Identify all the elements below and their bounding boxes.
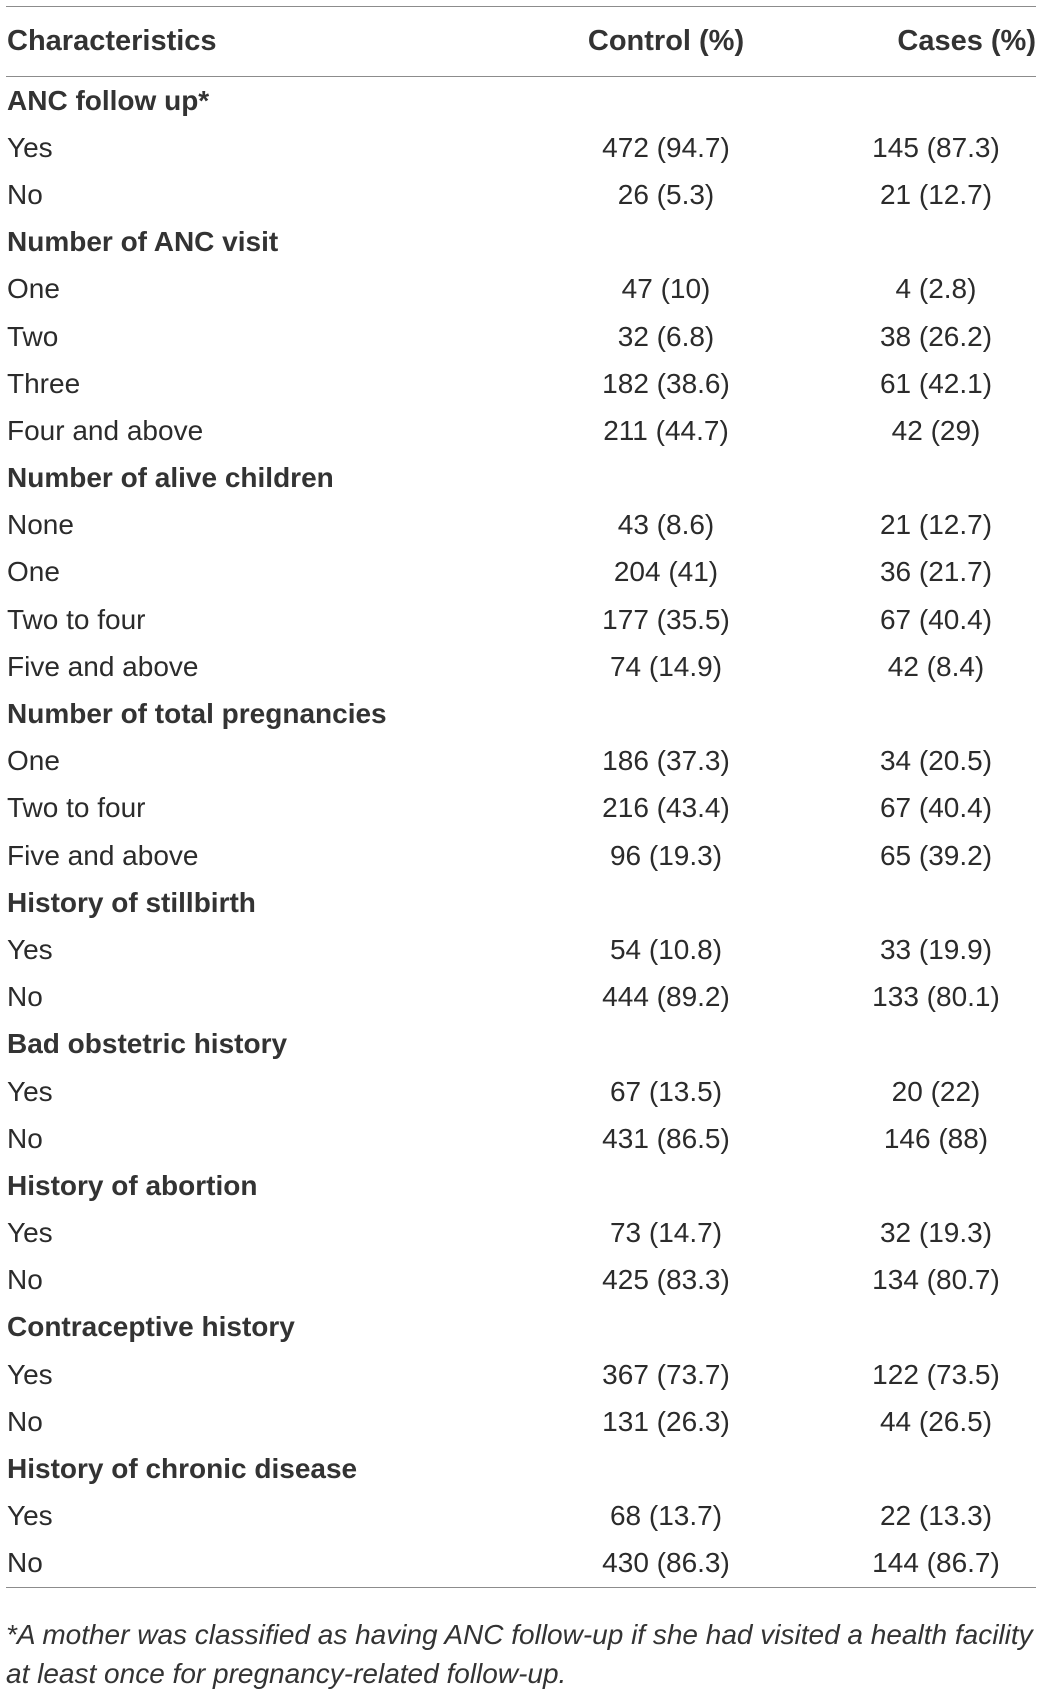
control-value: 367 (73.7) [602, 1358, 730, 1390]
group-title: Number of alive children [7, 462, 334, 494]
row-label: No [6, 1540, 506, 1588]
row-label: Yes [7, 1500, 53, 1532]
row-label: One [7, 745, 60, 777]
cases-value: 21 (12.7) [879, 178, 993, 210]
group-header-row [6, 219, 1036, 266]
row-label: Yes [7, 1358, 53, 1390]
table-row [6, 1493, 1036, 1540]
header-row [6, 7, 1036, 77]
cases-value: 42 (29) [891, 414, 981, 446]
control-value: 96 (19.3) [609, 839, 723, 871]
table-row [6, 643, 1036, 690]
cases-value: 38 (26.2) [879, 320, 993, 352]
group-header-row [6, 879, 1036, 926]
table-row [6, 1210, 1036, 1257]
cases-value: 22 (13.3) [879, 1500, 993, 1532]
group-title: Number of total pregnancies [7, 698, 387, 730]
row-label: No [7, 178, 43, 210]
row-label: No [7, 1264, 43, 1296]
table-row [6, 1351, 1036, 1398]
control-value: 26 (5.3) [617, 178, 715, 210]
group-header-row [6, 1021, 1036, 1068]
table-row [6, 1398, 1036, 1445]
cases-value: 33 (19.9) [879, 933, 993, 965]
group-header-row [6, 455, 1036, 502]
control-value: 131 (26.3) [602, 1405, 730, 1437]
cases-value: 134 (80.7) [872, 1264, 1000, 1296]
table-row [6, 266, 1036, 313]
table-row [6, 407, 1036, 454]
table-row [6, 1257, 1036, 1304]
table-row [6, 926, 1036, 973]
cases-value: 122 (73.5) [872, 1358, 1000, 1390]
control-value: 216 (43.4) [602, 792, 730, 824]
cases-value: 32 (19.3) [879, 1217, 993, 1249]
row-label: Four and above [7, 414, 204, 446]
control-value: 74 (14.9) [609, 650, 723, 682]
control-value: 68 (13.7) [609, 1500, 723, 1532]
control-value: 431 (86.5) [602, 1122, 730, 1154]
group-title: History of chronic disease [7, 1453, 358, 1485]
group-title: Contraceptive history [7, 1311, 295, 1343]
control-value: 430 (86.3) [506, 1540, 826, 1588]
group-header-row [6, 1445, 1036, 1492]
row-label: No [7, 981, 43, 1013]
control-value: 43 (8.6) [617, 509, 715, 541]
cases-value: 36 (21.7) [879, 556, 993, 588]
control-value: 67 (13.5) [609, 1075, 723, 1107]
control-value: 182 (38.6) [602, 367, 730, 399]
table-row [6, 360, 1036, 407]
table-row [6, 313, 1036, 360]
cases-value: 34 (20.5) [879, 745, 993, 777]
table-row [6, 171, 1036, 218]
row-label: Two [7, 320, 59, 352]
table-row [6, 1115, 1036, 1162]
row-label: One [7, 273, 60, 305]
control-value: 211 (44.7) [603, 414, 729, 446]
table-row [6, 549, 1036, 596]
table-header [6, 7, 1036, 77]
control-value: 186 (37.3) [602, 745, 730, 777]
row-label: Yes [7, 933, 53, 965]
group-header-row [6, 77, 1036, 125]
group-title: ANC follow up* [7, 84, 210, 116]
row-label: Five and above [7, 839, 199, 871]
group-title: History of stillbirth [7, 886, 256, 918]
control-value: 204 (41) [613, 556, 719, 588]
table-row [6, 1540, 1036, 1588]
header-cases: Cases (%) [826, 7, 1036, 77]
row-label: Five and above [7, 650, 199, 682]
header-characteristics: Characteristics [6, 7, 506, 77]
control-value: 54 (10.8) [609, 933, 723, 965]
table-body [6, 77, 1036, 1588]
control-value: 47 (10) [621, 273, 711, 305]
table-row [6, 974, 1036, 1021]
table-row [6, 124, 1036, 171]
table-row [6, 785, 1036, 832]
table-row [6, 832, 1036, 879]
row-label: Yes [7, 1075, 53, 1107]
table-row [6, 738, 1036, 785]
cases-value: 67 (40.4) [879, 792, 993, 824]
row-label: None [7, 509, 74, 541]
row-label: Three [7, 367, 81, 399]
cases-value: 145 (87.3) [872, 131, 1000, 163]
control-value: 32 (6.8) [617, 320, 715, 352]
cases-value: 144 (86.7) [826, 1540, 1036, 1588]
row-label: One [7, 556, 60, 588]
control-value: 425 (83.3) [602, 1264, 730, 1296]
row-label: Yes [7, 1217, 53, 1249]
control-value: 177 (35.5) [602, 603, 730, 635]
row-label: No [7, 1405, 43, 1437]
group-header-row [6, 1162, 1036, 1209]
control-value: 472 (94.7) [602, 131, 730, 163]
cases-value: 21 (12.7) [879, 509, 993, 541]
cases-value: 146 (88) [883, 1122, 989, 1154]
row-label: Yes [7, 131, 53, 163]
group-title: Bad obstetric history [7, 1028, 288, 1060]
table-row [6, 596, 1036, 643]
cases-value: 67 (40.4) [879, 603, 993, 635]
cases-value: 44 (26.5) [879, 1405, 993, 1437]
group-title: History of abortion [7, 1169, 258, 1201]
cases-value: 133 (80.1) [872, 981, 1000, 1013]
characteristics-table [6, 6, 1036, 1588]
table-row [6, 1068, 1036, 1115]
control-value: 444 (89.2) [602, 981, 730, 1013]
cases-value: 42 (8.4) [887, 650, 985, 682]
cases-value: 65 (39.2) [879, 839, 993, 871]
row-label: Two to four [7, 603, 146, 635]
row-label: No [7, 1122, 43, 1154]
cases-value: 4 (2.8) [895, 273, 977, 305]
header-control: Control (%) [506, 7, 826, 77]
table-row [6, 502, 1036, 549]
group-title: Number of ANC visit [7, 226, 279, 258]
table-footnote: *A mother was classified as having ANC follow-up if she had visited a health facility at least once for pregnancy-related follow-up. [6, 1619, 1033, 1689]
row-label: Two to four [7, 792, 146, 824]
control-value: 73 (14.7) [609, 1217, 723, 1249]
cases-value: 61 (42.1) [879, 367, 993, 399]
group-header-row [6, 690, 1036, 737]
group-header-row [6, 1304, 1036, 1351]
cases-value: 20 (22) [891, 1075, 981, 1107]
